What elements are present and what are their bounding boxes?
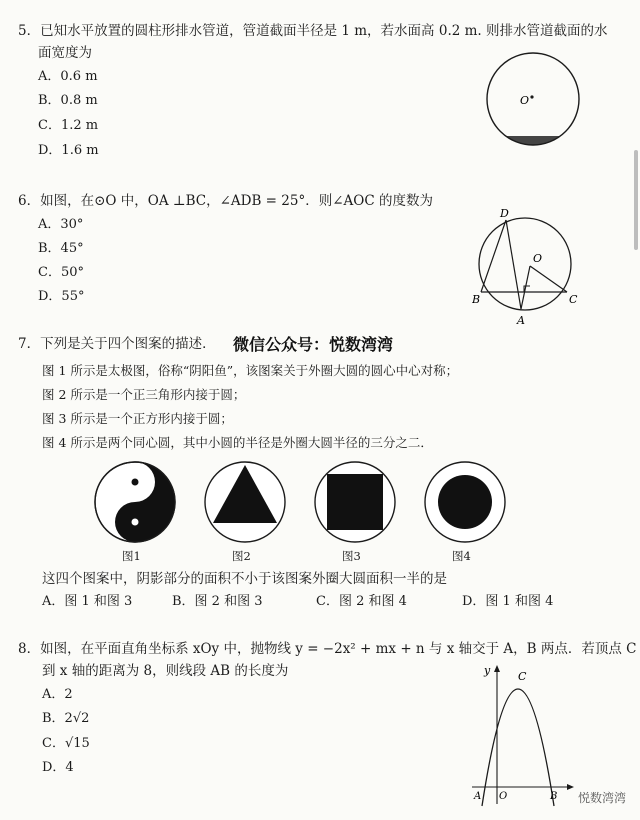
q5-center-label: O: [520, 94, 530, 107]
q8-label-o: O: [499, 791, 508, 802]
q6-option-c: C．50°: [38, 265, 84, 280]
q8-option-a: A．2: [42, 687, 73, 702]
q5-stem-line2: 面宽度为: [38, 45, 92, 61]
q5-water-region: [480, 136, 586, 152]
q6-segment-da: [506, 220, 521, 309]
q5-stem-line1: 5．已知水平放置的圆柱形排水管道，管道截面半径是 1 m，若水面高 0.2 m. 则排水管道截面的水: [18, 23, 608, 39]
q6-option-d: D．55°: [38, 289, 85, 304]
scrollbar-thumb[interactable]: [634, 150, 638, 250]
q6-segment-oa: [521, 266, 530, 309]
q6-circle-figure: [472, 206, 582, 330]
q7-figure2-triangle: [202, 459, 288, 545]
q6-label-d: D: [500, 207, 509, 220]
taiji-white-dot: [132, 519, 139, 526]
q8-stem-line1: 8．如图，在平面直角坐标系 xOy 中，抛物线 y = −2x² + mx + n 与 x 轴交于 A，B 两点．若顶点 C: [18, 641, 637, 657]
inner-circle: [438, 475, 492, 529]
q8-label-a: A: [474, 791, 482, 802]
q7-option-a: A．图 1 和图 3: [42, 594, 133, 609]
q7-figure4-concentric: [422, 459, 508, 545]
q7-option-d: D．图 1 和图 4: [462, 594, 554, 609]
q6-circle: [479, 218, 571, 310]
q7-caption-1: 图1: [122, 549, 141, 563]
q7-option-c: C．图 2 和图 4: [316, 594, 407, 609]
watermark-wechat: 微信公众号：悦数湾湾: [233, 335, 394, 354]
q5-pipe-figure: [480, 52, 586, 152]
q8-parabola-figure: [470, 660, 580, 810]
q8-label-b: B: [550, 791, 558, 802]
q8-label-y: y: [484, 664, 491, 677]
corner-watermark: 悦数湾湾: [577, 791, 626, 805]
q8-option-d: D．4: [42, 760, 74, 775]
q5-option-a: A．0.6 m: [38, 69, 98, 84]
q5-option-b: B．0.8 m: [38, 93, 98, 108]
q6-segment-oc: [530, 266, 567, 292]
q5-center-dot: [530, 95, 533, 98]
q5-option-c: C．1.2 m: [38, 118, 99, 133]
q6-label-o: O: [533, 252, 543, 265]
q8-y-axis-arrow: [494, 665, 500, 672]
q6-stem: 6．如图，在⊙O 中，OA ⊥BC，∠ADB = 25°．则∠AOC 的度数为: [18, 193, 433, 209]
q7-figure1-taiji: [92, 459, 178, 545]
q6-option-b: B．45°: [38, 241, 84, 256]
q7-figure3-square: [312, 459, 398, 545]
q7-caption-4: 图4: [452, 549, 471, 563]
q7-desc-3: 图 3 所示是一个正方形内接于圆；: [42, 411, 233, 426]
q8-option-c: C．√15: [42, 736, 90, 751]
q6-label-c: C: [569, 293, 578, 306]
q6-option-a: A．30°: [38, 217, 84, 232]
taiji-black-dot: [132, 479, 139, 486]
q8-label-c: C: [518, 670, 527, 683]
q7-caption-2: 图2: [232, 549, 251, 563]
q6-label-a: A: [517, 314, 525, 327]
q7-question: 这四个图案中，阴影部分的面积不小于该图案外圈大圆面积一半的是: [42, 571, 447, 587]
q8-x-axis-arrow: [567, 784, 574, 790]
q7-desc-4: 图 4 所示是两个同心圆，其中小圆的半径是外圈大圆半径的三分之二．: [42, 435, 433, 450]
q6-label-b: B: [472, 293, 481, 306]
q8-option-b: B．2√2: [42, 711, 90, 726]
q8-stem-line2: 到 x 轴的距离为 8，则线段 AB 的长度为: [42, 663, 289, 679]
q5-option-d: D．1.6 m: [38, 143, 99, 158]
q7-caption-3: 图3: [342, 549, 361, 563]
q8-parabola-curve: [482, 689, 554, 806]
q7-option-b: B．图 2 和图 3: [172, 594, 263, 609]
q7-desc-2: 图 2 所示是一个正三角形内接于圆；: [42, 387, 246, 402]
q7-stem: 7．下列是关于四个图案的描述．: [18, 336, 216, 352]
inscribed-square: [327, 474, 383, 530]
q5-pipe-circle: [487, 53, 579, 145]
q7-desc-1: 图 1 所示是太极图，俗称“阴阳鱼”，该图案关于外圈大圆的圆心中心对称；: [42, 363, 459, 378]
